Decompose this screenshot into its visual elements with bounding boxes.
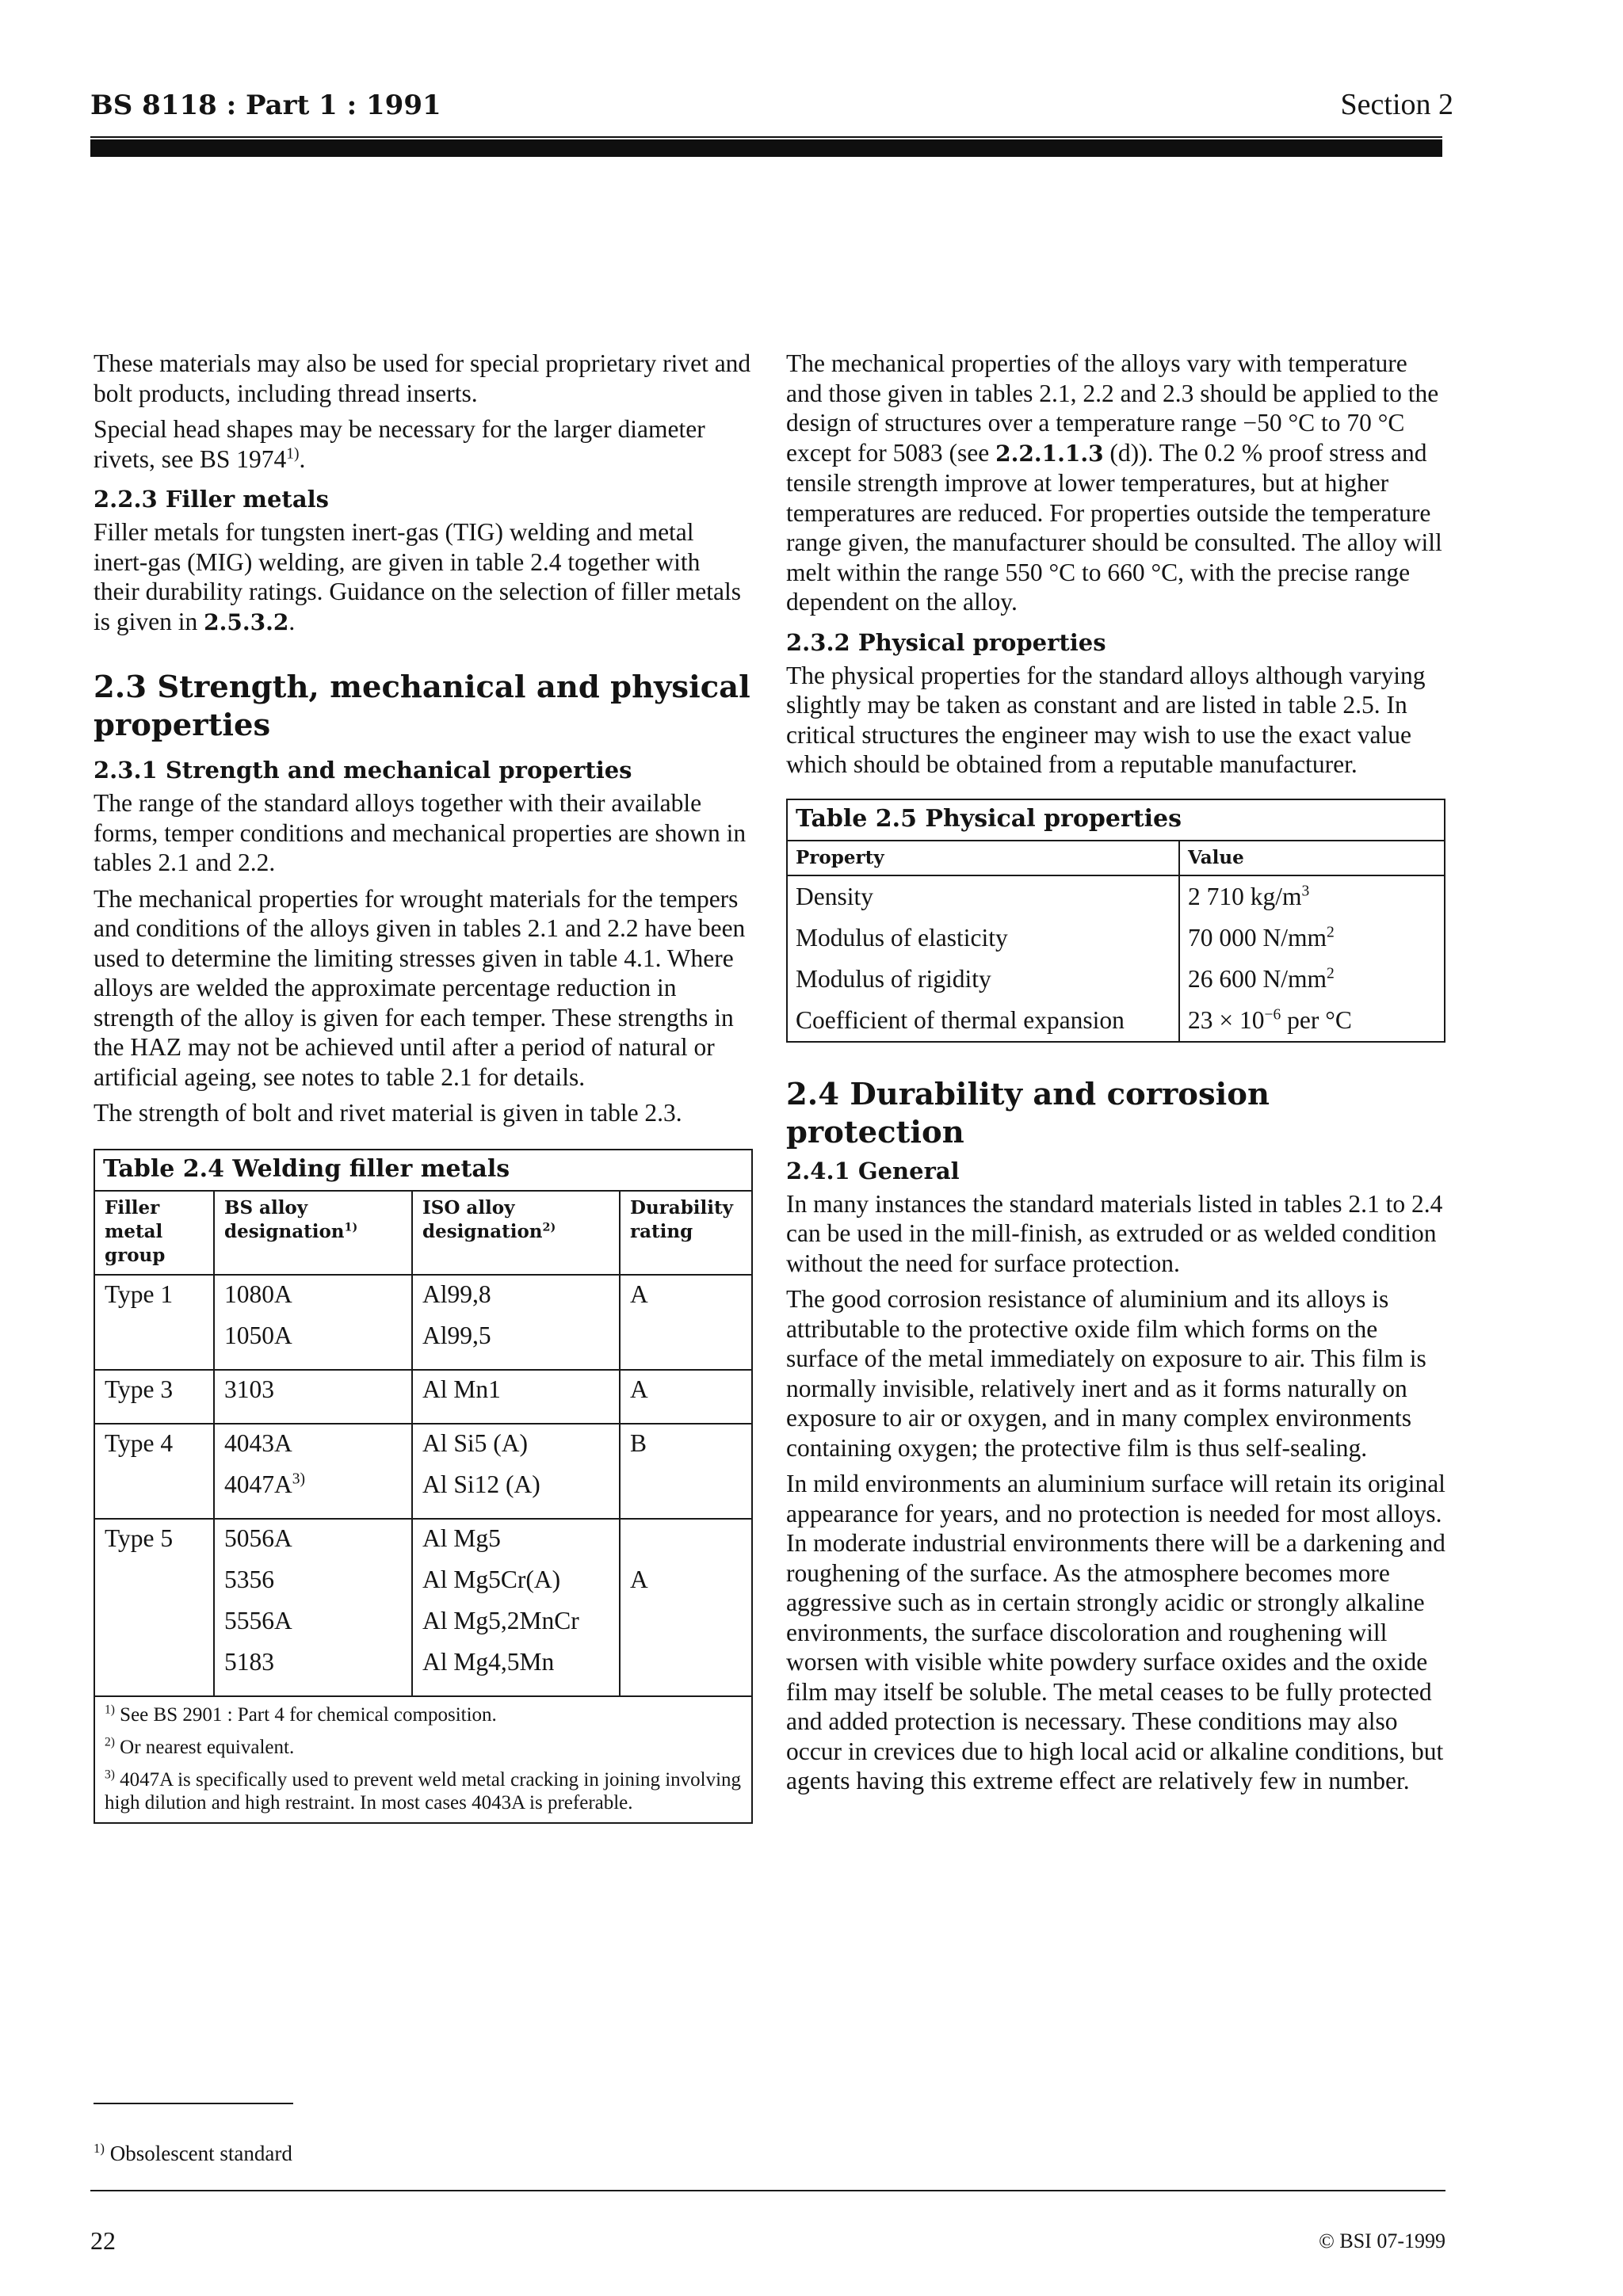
paragraph: The mechanical properties of the alloys vary with temperature and those given in tables 2.1, 2.2 and 2.3 should be applied to the design of structures over a temperature range −50 °C to 70 °C except for 5083 (see 2.2.1.1.3 (d)). The 0.2 % proof stress and tensile strength improve at lower temperatures, but at higher temperatures are reduced. For properties outside the temperature range given, the manufacturer should be consulted. The alloy will melt within the range 550 °C to 660 °C, with the precise range dependent on the alloy.	[786, 349, 1442, 616]
iso-alloy-cell: Al Si5 (A) Al Si12 (A)	[412, 1424, 620, 1519]
clause-reference: 2.2.1.1.3	[995, 440, 1104, 467]
table-row	[95, 1370, 751, 1424]
table-note: $^{2)}$ Or nearest equivalent.	[105, 1735, 295, 1758]
table-header-row	[95, 1192, 751, 1275]
iso-alloy-cell: Al Mg5 Al Mg5Cr(A) Al Mg5,2MnCr Al Mg4,5Mn	[412, 1519, 620, 1696]
paragraph: These materials may also be used for special proprietary rivet and bolt products, including thread inserts.	[94, 349, 751, 407]
column-header: ISO alloy designation$^{2)}$	[412, 1192, 620, 1275]
subsection-heading: 2.3.1 Strength and mechanical properties	[94, 757, 632, 784]
table-row	[95, 1519, 751, 1696]
paragraph: In mild environments an aluminium surface will retain its original appearance for years, and no protection is needed for most alloys. In moderate industrial environments there will be a darkening and roughening of the surface. As the atmosphere becomes more aggressive such as in certain strongly acidic or strongly alkaline environments, the surface discoloration and roughening will worsen with visible white powdery surface oxides and the oxide film may itself be soluble. The metal ceases to be fully protected and added protection is necessary. These conditions may also occur in crevices due to high local acid or alkaline conditions, but agents having this extreme effect are relatively few in number.	[786, 1470, 1445, 1794]
paragraph: Filler metals for tungsten inert-gas (TIG) welding and metal inert-gas (MIG) welding, are given in table 2.4 together with their durability ratings. Guidance on the selection of filler metals is given in 2.5.3.2.	[94, 518, 742, 635]
table-welding-filler-metals	[94, 1149, 753, 1824]
value-cell: $23 \times 10^{-6}$ per °C	[1179, 1000, 1444, 1041]
section-heading: 2.4 Durability and corrosion protection	[786, 1076, 1270, 1150]
standard-reference: BS 8118 : Part 1 : 1991	[90, 90, 441, 121]
subsection-heading: 2.3.2 Physical properties	[786, 628, 1106, 656]
section-label: Section 2	[1340, 88, 1453, 121]
footer-rule	[90, 2190, 1445, 2191]
paragraph: Special head shapes may be necessary for the larger diameter rivets, see BS 1974$^{1)}$.	[94, 415, 705, 473]
table-title: Table 2.5 Physical properties	[788, 800, 1444, 841]
iso-alloy-cell: Al Mn1	[412, 1370, 620, 1424]
bs-alloy-cell: 5056A 5356 5556A 5183	[214, 1519, 412, 1696]
column-header: Property	[788, 841, 1179, 875]
table-grid	[788, 841, 1444, 1041]
column-header: BS alloy designation$^{1)}$	[214, 1192, 412, 1275]
table-title: Table 2.4 Welding filler metals	[95, 1150, 751, 1192]
table-row	[788, 959, 1444, 1000]
table-row	[95, 1424, 751, 1519]
table-physical-properties	[786, 799, 1445, 1043]
value-cell: 26 600 $N/mm^2$	[1179, 959, 1444, 1000]
column-header: Durability rating	[620, 1192, 751, 1275]
iso-alloy-cell: Al99,8 Al99,5	[412, 1275, 620, 1370]
table-row	[95, 1275, 751, 1370]
filler-group-cell: Type 5	[95, 1519, 214, 1696]
filler-group-cell: Type 1	[95, 1275, 214, 1370]
running-header	[90, 87, 1453, 122]
paragraph: The mechanical properties for wrought materials for the tempers and conditions of the alloys given in tables 2.1 and 2.2 have been used to determine the limiting stresses given in table 4.1. Where alloys are welded the approximate percentage reduction in strength of the alloy is given for each temper. These strengths in the HAZ may not be achieved until after a period of natural or artificial ageing, see notes to table 2.1 for details.	[94, 884, 746, 1091]
section-heading: 2.3 Strength, mechanical and physical properties	[94, 669, 750, 743]
value-cell: 2 710 $kg/m^3$	[1179, 875, 1444, 917]
table-header-row	[788, 841, 1444, 875]
column-header: Value	[1179, 841, 1444, 875]
paragraph: The good corrosion resistance of aluminium and its alloys is attributable to the protective oxide film which forms on the surface of the metal immediately on exposure to air. This film is normally invisible, relatively inert and as it forms naturally on exposure to air or oxygen, and in many complex environments containing oxygen; the protective film is thus self-sealing.	[786, 1285, 1426, 1462]
durability-cell: B	[620, 1424, 751, 1519]
value-cell: 70 000 $N/mm^2$	[1179, 917, 1444, 959]
copyright-notice: © BSI 07-1999	[1319, 2229, 1445, 2252]
property-cell: Density	[796, 882, 873, 910]
durability-cell: A	[620, 1519, 751, 1696]
table-row	[788, 875, 1444, 917]
filler-group-cell: Type 3	[95, 1370, 214, 1424]
table-note: $^{3)}$ 4047A is specifically used to prevent weld metal cracking in joining involving high dilution and high restraint. In most cases 4043A is preferable.	[105, 1768, 742, 1814]
footnote-rule	[94, 2103, 293, 2104]
table-notes	[95, 1697, 751, 1822]
subsection-heading: 2.2.3 Filler metals	[94, 486, 329, 513]
header-rule-thick	[90, 139, 1442, 157]
table-row	[788, 917, 1444, 959]
property-cell: Modulus of rigidity	[796, 964, 991, 993]
subsection-heading: 2.4.1 General	[786, 1157, 960, 1184]
table-row	[788, 1000, 1444, 1041]
property-cell: Coefficient of thermal expansion	[796, 1005, 1125, 1034]
filler-group-cell: Type 4	[95, 1424, 214, 1519]
footnote-marker: 1)	[286, 445, 300, 462]
property-cell: Modulus of elasticity	[796, 923, 1008, 952]
right-column	[786, 349, 1445, 1802]
left-column	[94, 349, 751, 1824]
bs-alloy-cell: 1080A 1050A	[214, 1275, 412, 1370]
clause-reference: 2.5.3.2	[204, 608, 289, 635]
page-number: 22	[90, 2226, 116, 2255]
bs-alloy-cell: 3103	[214, 1370, 412, 1424]
paragraph: The range of the standard alloys together with their available forms, temper conditions and mechanical properties are shown in tables 2.1 and 2.2.	[94, 789, 747, 876]
column-header: Filler metal group	[95, 1192, 214, 1275]
durability-cell: A	[620, 1370, 751, 1424]
bs-alloy-cell: 4043A $4047A^{3)}$	[214, 1424, 412, 1519]
footnote-marker: 1)	[94, 2141, 105, 2156]
table-grid	[95, 1192, 751, 1697]
paragraph: The strength of bolt and rivet material is given in table 2.3.	[94, 1099, 682, 1127]
durability-cell: A	[620, 1275, 751, 1370]
table-note: $^{1)}$ See BS 2901 : Part 4 for chemical composition.	[105, 1703, 497, 1726]
paragraph: In many instances the standard materials listed in tables 2.1 to 2.4 can be used in the mill-finish, as extruded or as welded condition without the need for surface protection.	[786, 1189, 1443, 1277]
paragraph: The physical properties for the standard alloys although varying slightly may be taken as constant and are listed in table 2.5. In critical structures the engineer may wish to use the exact value which should be obtained from a reputable manufacturer.	[786, 661, 1426, 778]
page-footnote: $^{1)}$ Obsolescent standard	[94, 2141, 292, 2165]
header-rule-thin	[90, 136, 1442, 138]
